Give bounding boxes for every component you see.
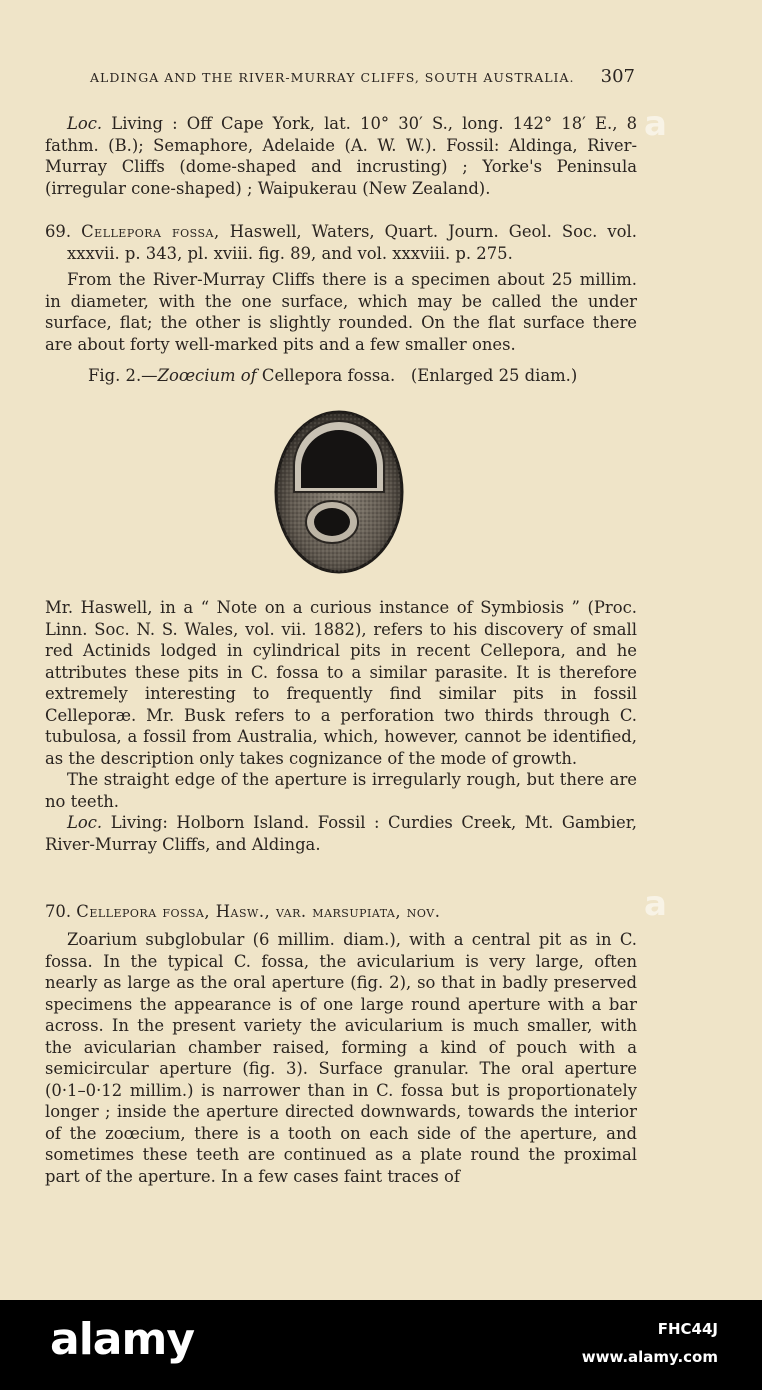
loc-text: Living : Off Cape York, lat. 10° 30′ S., long. 142° 18′ E., 8 fathm. (B.); Semaphore, Adelaide (A. W. W.). Fossil: Aldinga, River-Murray Cliffs (dome-shaped and incrusting) ; Yorke's Peninsula (irregular cone-shaped) ; Waipukerau (New Zealand). [45,114,637,198]
stock-url[interactable]: www.alamy.com [581,1348,718,1366]
paragraph-text: Zoarium subglobular (6 millim. diam.), with a central pit as in C. fossa. In the typical C. fossa, the avicularium is very large, often nearly as large as the oral aperture (fig. 2), so that in badly preserved specimens the appearance is of one large round aperture with a bar across. In the present variety the avicularium is much smaller, with the avicularian chamber raised, forming a kind of pouch with a semicircular aperture (fig. 3). Surface granular. The oral aperture (0·1–0·12 millim.) is narrower than in C. fossa but is proportionately longer ; inside the aperture directed downwards, towards the interior of the zoœcium, there is a tooth on each side of the aperture, and sometimes these teeth are continued as a plate round the proximal part of the aperture. In a few cases faint traces of [45,930,637,1186]
paragraph-haswell [45,597,637,855]
zooecium-illustration [272,408,406,576]
watermark-logo: a [644,104,667,144]
paragraph-specimen [45,269,637,355]
citation: Hasw., var. marsupiata, nov. [210,902,441,921]
fig-scale: (Enlarged 25 diam.) [410,366,578,385]
fig-name: Cellepora fossa. [256,366,396,385]
figure-caption [88,366,648,385]
running-head [90,66,635,87]
fig-label: Fig. 2.— [88,366,158,385]
stock-footer [0,1300,762,1390]
entry-70-heading [45,901,637,923]
loc-text: Living: Holborn Island. Fossil : Curdies Creek, Mt. Gambier, River-Murray Cliffs, and Aldinga. [45,813,637,854]
page-number: 307 [600,66,635,87]
alamy-logo: alamy [50,1314,194,1365]
loc-label: Loc. [67,813,103,832]
paragraph-text: The straight edge of the aperture is irregularly rough, but there are no teeth. [45,770,637,811]
running-head-title: ALDINGA AND THE RIVER-MURRAY CLIFFS, SOUTH AUSTRALIA. [90,70,575,85]
entry-number: 69. [45,222,72,241]
fig-italic: Zoœcium of [157,366,257,385]
paragraph-zoarium [45,929,637,1187]
entry-number: 70. [45,902,72,921]
species-name: Cellepora fossa, [81,222,220,241]
locality-paragraph-1 [45,113,637,199]
watermark-logo: a [644,884,667,924]
loc-label: Loc. [67,114,103,133]
species-name: Cellepora fossa, [76,902,211,921]
paragraph-text: Mr. Haswell, in a “ Note on a curious instance of Symbiosis ” (Proc. Linn. Soc. N. S. Wales, vol. vii. 1882), refers to his discovery of small red Actinids lodged in cylindrical pits in recent Cellepora, and he attributes these pits in C. fossa to a similar parasite. It is therefore extremely interesting to frequently find similar pits in fossil Celleporæ. Mr. Busk refers to a perforation two thirds through C. tubulosa, a fossil from Australia, which, however, cannot be identified, as the description only takes cognizance of the mode of growth. [45,598,637,768]
entry-69-heading [45,221,637,264]
paragraph-text: From the River-Murray Cliffs there is a specimen about 25 millim. in diameter, with the one surface, which may be called the under surface, flat; the other is slightly rounded. On the flat surface there are about forty well-marked pits and a few smaller ones. [45,270,637,354]
citation: Haswell, Waters, Quart. Journ. Geol. Soc. vol. xxxvii. p. 343, pl. xviii. fig. 89, and vol. xxxviii. p. 275. [67,222,637,263]
image-id: FHC44J [657,1320,718,1338]
